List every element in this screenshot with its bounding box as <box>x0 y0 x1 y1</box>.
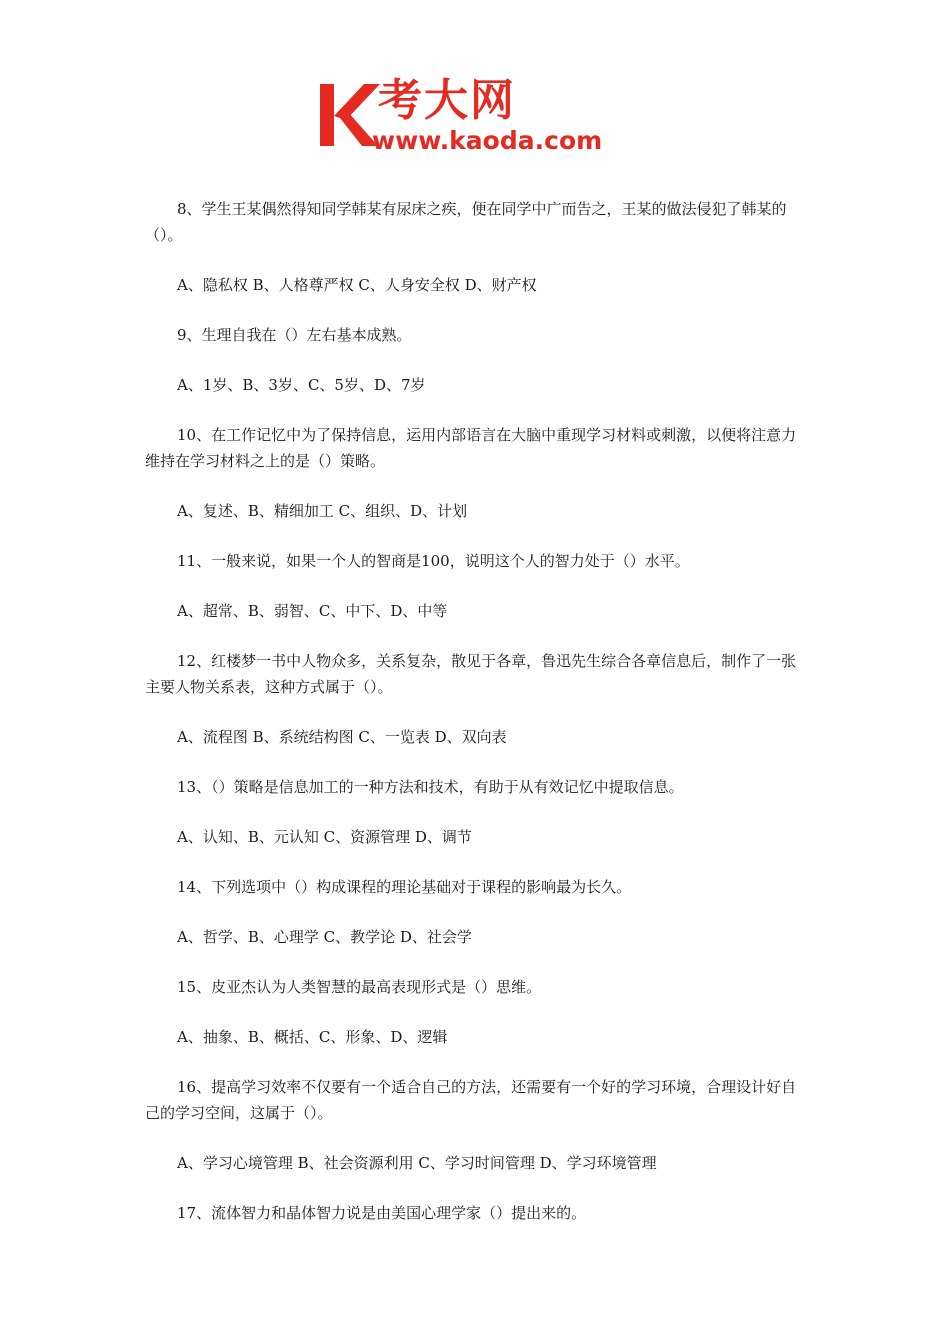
options-11: A、超常、B、弱智、C、中下、D、中等 <box>177 602 448 620</box>
question-8: 8、学生王某偶然得知同学韩某有尿床之疾，便在同学中广而告之，王某的做法侵犯了韩某的（）。 <box>145 200 787 244</box>
options-12: A、流程图 B、系统结构图 C、一览表 D、双向表 <box>177 728 507 746</box>
k-mark-icon <box>318 80 380 150</box>
options-14: A、哲学、B、心理学 C、教学论 D、社会学 <box>177 928 472 946</box>
document-body <box>145 196 810 1250</box>
kaoda-logo <box>318 75 638 160</box>
logo-url: www.kaoda.com <box>372 126 603 155</box>
question-13: 13、（）策略是信息加工的一种方法和技术，有助于从有效记忆中提取信息。 <box>177 778 684 796</box>
options-13: A、认知、B、元认知 C、资源管理 D、调节 <box>177 828 472 846</box>
question-12: 12、红楼梦一书中人物众多，关系复杂，散见于各章，鲁迅先生综合各章信息后，制作了一张主要人物关系表，这种方式属于（）。 <box>145 652 797 696</box>
question-10: 10、在工作记忆中为了保持信息，运用内部语言在大脑中重现学习材料或刺激，以便将注意力维持在学习材料之上的是（）策略。 <box>145 426 797 470</box>
question-14: 14、下列选项中（）构成课程的理论基础对于课程的影响最为长久。 <box>177 878 632 896</box>
question-16: 16、提高学习效率不仅要有一个适合自己的方法，还需要有一个好的学习环境，合理设计好自己的学习空间，这属于（）。 <box>145 1078 797 1122</box>
options-15: A、抽象、B、概括、C、形象、D、逻辑 <box>177 1028 448 1046</box>
options-10: A、复述、B、精细加工 C、组织、D、计划 <box>177 502 468 520</box>
question-15: 15、皮亚杰认为人类智慧的最高表现形式是（）思维。 <box>177 978 542 996</box>
question-9: 9、生理自我在（）左右基本成熟。 <box>177 326 412 344</box>
options-9: A、1岁、B、3岁、C、5岁、D、7岁 <box>177 376 426 394</box>
options-8: A、隐私权 B、人格尊严权 C、人身安全权 D、财产权 <box>177 276 537 294</box>
options-16: A、学习心境管理 B、社会资源利用 C、学习时间管理 D、学习环境管理 <box>177 1154 657 1172</box>
logo-name: 考大网 <box>378 75 516 126</box>
question-11: 11、一般来说，如果一个人的智商是100，说明这个人的智力处于（）水平。 <box>177 552 690 570</box>
question-17: 17、流体智力和晶体智力说是由美国心理学家（）提出来的。 <box>177 1204 587 1222</box>
